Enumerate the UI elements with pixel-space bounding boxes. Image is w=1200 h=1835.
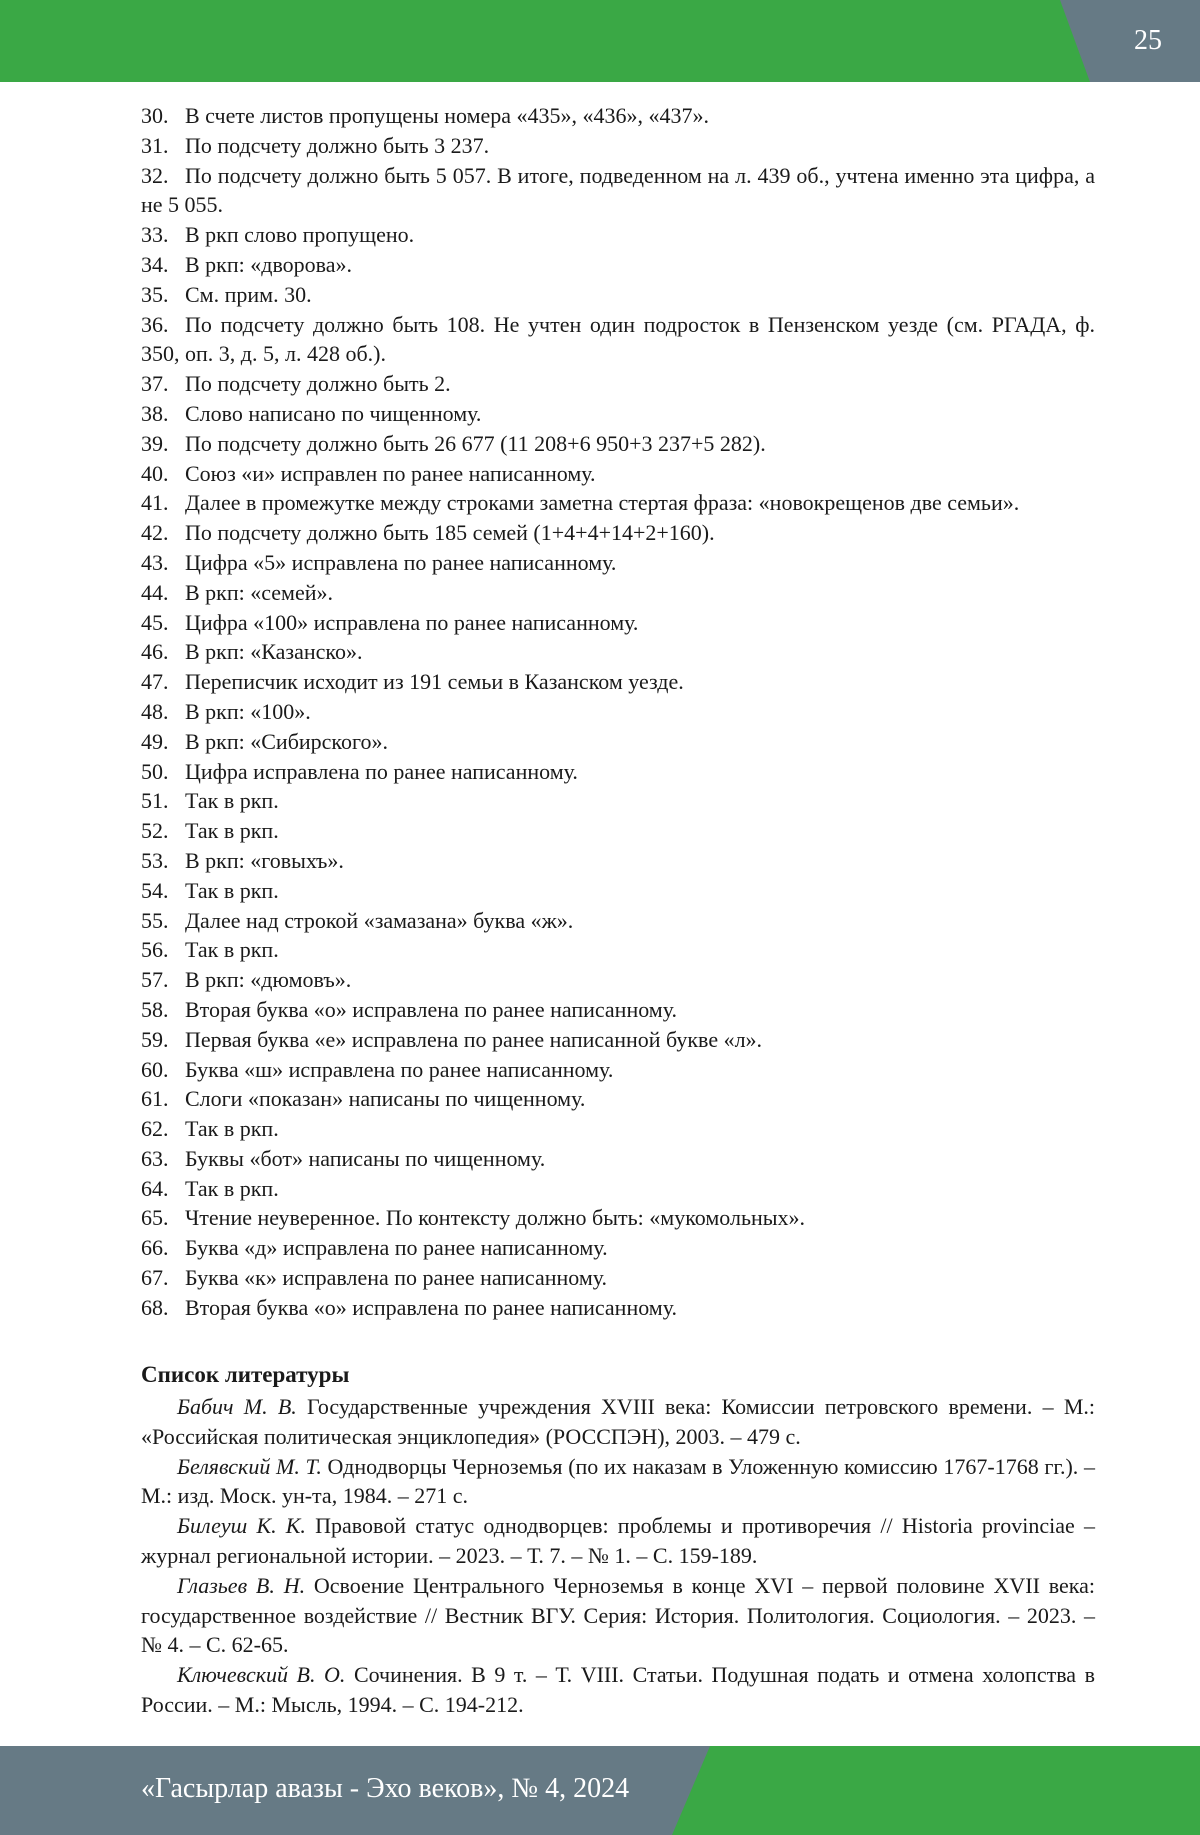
endnote-item: [141, 727, 1095, 757]
endnote-text: В ркп: «дворова».: [185, 251, 353, 277]
endnote-text: Вторая буква «о» исправлена по ранее написанному.: [185, 1294, 678, 1320]
endnote-number: 32.: [141, 162, 169, 188]
endnote-text: Так в ркп.: [185, 877, 279, 903]
bibliography-author: Бабич М. В.: [177, 1394, 297, 1419]
endnote-item: [141, 816, 1095, 846]
endnote-text: По подсчету должно быть 5 057. В итоге, подведенном на л. 439 об., учтена именно эта цифра, а не 5 055.: [141, 162, 1095, 218]
endnote-text: Буквы «бот» написаны по чищенному.: [185, 1145, 546, 1171]
endnote-item: [141, 578, 1095, 608]
endnote-number: 36.: [141, 311, 169, 337]
endnote-item: [141, 1025, 1095, 1055]
endnote-number: 45.: [141, 609, 169, 635]
endnote-text: Цифра «5» исправлена по ранее написанному.: [185, 549, 617, 575]
endnote-text: По подсчету должно быть 3 237.: [185, 132, 490, 158]
endnote-item: [141, 459, 1095, 489]
endnote-item: [141, 757, 1095, 787]
endnote-item: [141, 429, 1095, 459]
endnote-number: 31.: [141, 132, 169, 158]
endnote-item: [141, 369, 1095, 399]
endnote-number: 33.: [141, 222, 169, 248]
endnote-item: [141, 965, 1095, 995]
endnote-text: Далее в промежутке между строками заметна стертая фраза: «новокрещенов две семьи».: [185, 490, 1020, 516]
endnote-item: [141, 1055, 1095, 1085]
endnote-number: 42.: [141, 520, 169, 546]
endnote-number: 35.: [141, 281, 169, 307]
endnote-item: [141, 518, 1095, 548]
endnote-text: Слоги «показан» написаны по чищенному.: [185, 1086, 586, 1112]
endnote-number: 48.: [141, 698, 169, 724]
endnote-text: Так в ркп.: [185, 937, 279, 963]
endnote-item: [141, 786, 1095, 816]
endnote-item: [141, 1174, 1095, 1204]
endnote-text: В счете листов пропущены номера «435», «436», «437».: [185, 103, 710, 128]
bibliography-text: Освоение Центрального Черноземья в конце XVI – первой половине XVII века: государственное воздействие // Вестник ВГУ. Серия: История. Политология. Социология. – 2023. – № 4. – С. 62-65.: [141, 1572, 1095, 1658]
endnote-text: Так в ркп.: [185, 818, 279, 844]
endnote-text: Так в ркп.: [185, 1116, 279, 1142]
endnote-number: 64.: [141, 1175, 169, 1201]
bibliography-text: Государственные учреждения XVIII века: Комиссии петровского времени. – М.: «Российская политическая энциклопедия» (РОССПЭН), 2003. – 479 с.: [141, 1394, 1095, 1449]
bibliography-author: Ключевский В. О.: [177, 1662, 346, 1688]
endnote-item: [141, 667, 1095, 697]
endnote-item: [141, 1144, 1095, 1174]
endnote-text: Вторая буква «о» исправлена по ранее написанному.: [185, 996, 678, 1022]
endnote-text: По подсчету должно быть 185 семей (1+4+4+14+2+160).: [185, 520, 715, 546]
endnote-number: 53.: [141, 847, 169, 873]
bibliography-author: Билеуш К. К.: [177, 1513, 306, 1539]
endnote-item: [141, 310, 1095, 370]
endnote-text: В ркп: «100».: [185, 698, 311, 724]
endnote-number: 67.: [141, 1265, 169, 1291]
endnote-item: [141, 220, 1095, 250]
endnote-number: 43.: [141, 549, 169, 575]
endnote-text: Буква «к» исправлена по ранее написанному.: [185, 1265, 608, 1291]
endnote-number: 58.: [141, 996, 169, 1022]
endnote-text: Буква «д» исправлена по ранее написанному.: [185, 1235, 608, 1261]
endnote-text: Буква «ш» исправлена по ранее написанному.: [185, 1056, 614, 1082]
endnote-item: [141, 1203, 1095, 1233]
endnote-number: 49.: [141, 728, 169, 754]
endnote-item: [141, 280, 1095, 310]
journal-title: «Гасырлар авазы - Эхо веков», № 4, 2024: [141, 1773, 630, 1804]
endnote-number: 44.: [141, 579, 169, 605]
page-header-band: [0, 0, 1200, 82]
endnote-text: Союз «и» исправлен по ранее написанному.: [185, 460, 596, 486]
bibliography-entry: [141, 1660, 1095, 1720]
endnote-text: По подсчету должно быть 26 677 (11 208+6 950+3 237+5 282).: [185, 430, 766, 456]
endnote-number: 47.: [141, 669, 169, 695]
page-footer-band: [0, 1746, 1200, 1835]
endnote-number: 51.: [141, 788, 169, 814]
endnote-number: 41.: [141, 490, 169, 516]
endnote-number: 65.: [141, 1205, 169, 1231]
endnote-text: Так в ркп.: [185, 1175, 279, 1201]
endnote-number: 50.: [141, 758, 169, 784]
endnote-text: Слово написано по чищенному.: [185, 400, 482, 426]
page-number: 25: [1134, 25, 1162, 56]
endnote-number: 40.: [141, 460, 169, 486]
endnote-item: [141, 488, 1095, 518]
endnote-number: 38.: [141, 400, 169, 426]
endnote-number: 54.: [141, 877, 169, 903]
endnote-number: 66.: [141, 1235, 169, 1261]
endnote-text: Цифра «100» исправлена по ранее написанному.: [185, 609, 639, 635]
endnote-text: Так в ркп.: [185, 788, 279, 814]
endnote-item: [141, 876, 1095, 906]
endnote-number: 62.: [141, 1116, 169, 1142]
bibliography-author: Глазьев В. Н.: [177, 1572, 306, 1598]
endnote-item: [141, 1263, 1095, 1293]
endnote-number: 56.: [141, 937, 169, 963]
endnote-number: 55.: [141, 907, 169, 933]
endnotes-list: [141, 101, 1095, 1323]
page-number-tab: [1060, 0, 1200, 82]
endnote-number: 61.: [141, 1086, 169, 1112]
endnote-text: По подсчету должно быть 108. Не учтен один подросток в Пензенском уезде (см. РГАДА, ф. 350, оп. 3, д. 5, л. 428 об.).: [141, 311, 1095, 367]
bibliography-entry: [141, 1452, 1095, 1512]
endnote-number: 37.: [141, 371, 169, 397]
endnote-item: [141, 1293, 1095, 1323]
endnote-text: В ркп слово пропущено.: [185, 222, 415, 248]
endnote-item: [141, 548, 1095, 578]
bibliography-text: Однодворцы Черноземья (по их наказам в Уложенную комиссию 1767-1768 гг.). – М.: изд. Моск. ун-та, 1984. – 271 с.: [141, 1453, 1095, 1509]
endnote-item: [141, 101, 1095, 131]
bibliography-text: Правовой статус однодворцев: проблемы и противоречия // Historia provinciae – журнал региональной истории. – 2023. – Т. 7. – № 1. – С. 159-189.: [141, 1513, 1095, 1568]
endnote-item: [141, 608, 1095, 638]
endnote-item: [141, 1233, 1095, 1263]
endnote-number: 63.: [141, 1145, 169, 1171]
endnote-number: 52.: [141, 818, 169, 844]
bibliography-list: [141, 1392, 1095, 1720]
endnote-item: [141, 935, 1095, 965]
bibliography-heading: Список литературы: [141, 1362, 350, 1387]
endnote-text: В ркп: «Казанско».: [185, 639, 363, 665]
endnote-text: Цифра исправлена по ранее написанному.: [185, 758, 578, 784]
bibliography-author: Белявский М. Т.: [177, 1453, 322, 1479]
endnote-number: 39.: [141, 430, 169, 456]
endnote-item: [141, 399, 1095, 429]
endnote-text: Переписчик исходит из 191 семьи в Казанском уезде.: [185, 669, 684, 695]
endnote-number: 59.: [141, 1026, 169, 1052]
endnote-item: [141, 131, 1095, 161]
bibliography-text: Сочинения. В 9 т. – Т. VIII. Статьи. Подушная подать и отмена холопства в России. – М.: Мысль, 1994. – С. 194-212.: [141, 1662, 1096, 1717]
endnote-number: 30.: [141, 103, 169, 128]
endnote-text: Первая буква «е» исправлена по ранее написанной букве «л».: [185, 1026, 763, 1052]
endnote-text: В ркп: «говыхъ».: [185, 847, 344, 873]
endnote-number: 57.: [141, 967, 169, 993]
endnote-item: [141, 161, 1095, 221]
endnote-item: [141, 846, 1095, 876]
endnote-text: По подсчету должно быть 2.: [185, 371, 451, 397]
bibliography-entry: [141, 1571, 1095, 1660]
endnote-text: Далее над строкой «замазана» буква «ж».: [185, 907, 574, 933]
endnote-text: В ркп: «Сибирского».: [185, 728, 388, 754]
endnote-item: [141, 906, 1095, 936]
endnote-number: 34.: [141, 251, 169, 277]
endnote-item: [141, 250, 1095, 280]
endnote-text: В ркп: «дюмовъ».: [185, 967, 352, 993]
bibliography-entry: [141, 1511, 1095, 1571]
endnote-text: Чтение неуверенное. По контексту должно быть: «мукомольных».: [185, 1205, 806, 1231]
endnote-item: [141, 637, 1095, 667]
bibliography-entry: [141, 1392, 1095, 1452]
endnote-item: [141, 995, 1095, 1025]
endnote-text: См. прим. 30.: [185, 281, 312, 307]
endnote-text: В ркп: «семей».: [185, 579, 334, 605]
endnote-number: 60.: [141, 1056, 169, 1082]
endnote-item: [141, 1114, 1095, 1144]
endnote-item: [141, 1084, 1095, 1114]
endnote-number: 46.: [141, 639, 169, 665]
endnote-item: [141, 697, 1095, 727]
endnote-number: 68.: [141, 1294, 169, 1320]
